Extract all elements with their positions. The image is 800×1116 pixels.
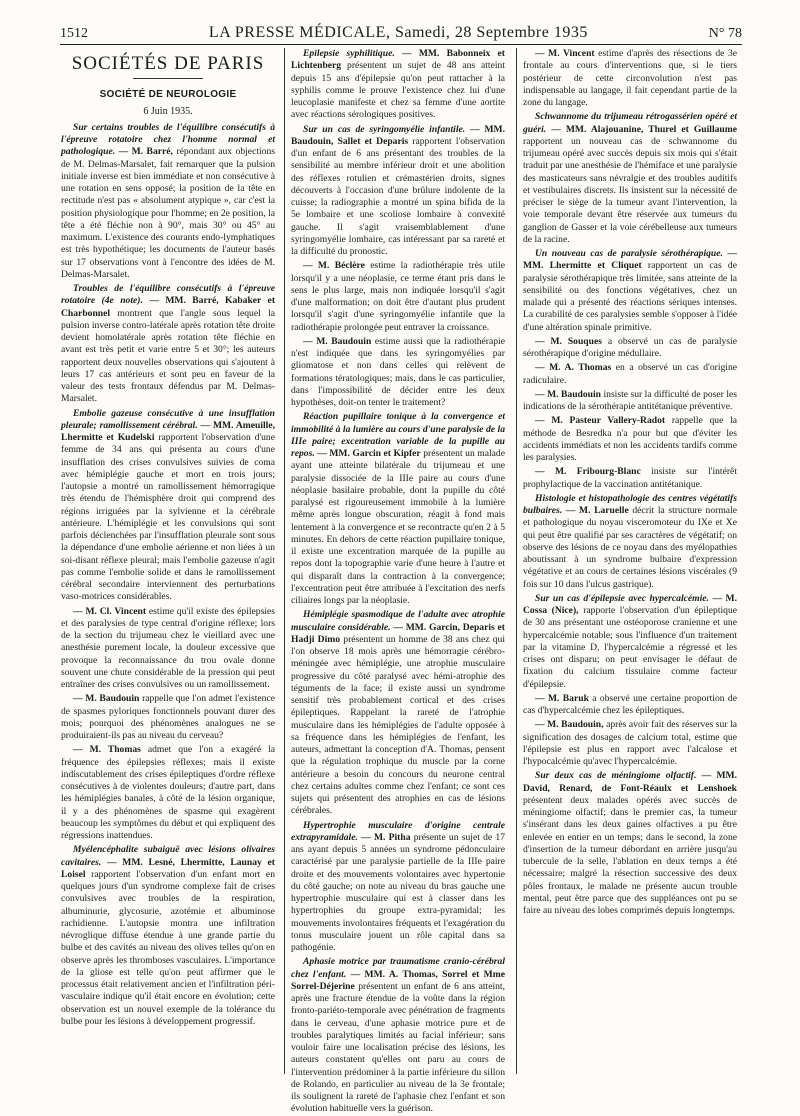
article-title: Embolie gazeuse consécutive à une insufflation pleurale; ramollissement cérébral.: [61, 407, 275, 431]
article-authors: — M. Baruk: [535, 692, 589, 704]
article: [61, 408, 275, 604]
article-text: rapportent un nouveau cas de schwannome du trijumeau opéré avec succès depuis six mois qui s'était traduit par une anesthésie de l'hémiface et une paralysie des masticateurs sans névralgie et des troubles auditifs et vestibulaires discrets. Ils insistent sur la nécessité de préciser le siège de la tumeur avant l'intervention, la voie temporale devant être réservée aux tumeurs du ganglion de Gasser et la voie cérébelleuse aux tumeurs de la racine.: [523, 135, 737, 245]
article-text: en a observé un cas d'origine radiculaire.: [523, 362, 737, 386]
journal-title: LA PRESSE MÉDICALE, Samedi, 28 Septembre 1935: [208, 24, 588, 41]
article-title: Histologie et histopathologie des centres végétatifs bulbaires.: [523, 492, 737, 516]
article-authors: — MM. Barré, Kabaker et Charbonnel: [61, 295, 276, 319]
society-heading: SOCIÉTÉ DE NEUROLOGIE: [99, 89, 237, 101]
article-authors: — MM. Lesné, Lhermitte, Launay et Loisel: [61, 856, 275, 880]
article-authors: — M. Souques: [535, 335, 602, 347]
article-title: Réaction pupillaire tonique à la convergence et immobilité à la lumière au cours d'une paralysie de la IIIe paire; excentration variable de la pupille au repos.: [291, 411, 505, 459]
section-title: SOCIÉTÉS DE PARIS: [71, 53, 265, 74]
session-date: 6 Juin 1935.: [143, 105, 193, 117]
article: [523, 466, 737, 491]
article: [61, 283, 275, 406]
article-text: estime aussi que la radiothérapie n'est indiquée que dans les syringomyélies par gliomatose et non dans celles qui relèvent de formations tératologiques; mais, dans le cas particulier, dans l'impossibilité de décider entre les deux hypothèses, doit-on tenter le traitement?: [291, 335, 505, 408]
article: [523, 719, 737, 768]
article-title: Myélencéphalite subaiguë avec lésions olivaires cavitaires.: [61, 844, 275, 868]
article-text: rappelle que la méthode de Besredka n'a pour but que d'éviter les accidents immédiats et non les accidents tardifs comme les paralysies.: [523, 415, 737, 463]
article-authors: — M. A. Thomas: [535, 362, 612, 374]
article: [291, 336, 505, 410]
article: [291, 956, 505, 1115]
issue-number: N° 78: [708, 26, 742, 41]
article-text: rapportent l'observation d'une femme de 34 ans qui présenta au cours d'une insufflation des crises convulsives suivies de coma avec hémiplégie gauche et mort en trois jours; l'autopsie a montré un ramollissement hémorragique très étendu de l'hémisphère droit qui comprend des régions irriguées par la sylvienne et la cérébrale antérieure. L'hémiplégie et les convulsions qui sont parfois déclenchées par l'insufflation pleurale sont sous la dépendance d'une embolie aérienne et non liées à un soi-disant réflexe pleural; mais l'embolie gazeuse n'agit pas comme l'embolie solide et dans le ramollissement cérébral secondaire interviennent des perturbations vaso-motrices considérables.: [61, 432, 275, 603]
article-text: montrent que l'angle sous lequel la pulsion inverse contro-latérale après rotation tête droite devient homolatérale après rotation tête fléchie en avant est très petit et varie entre 5 et 30°; les auteurs rapportent deux nouvelles observations qui s'ajoutent à leurs 17 cas antérieurs et sont peu en faveur de la valeur des tests frontaux défendus par M. Delmas-Marsalet.: [61, 307, 275, 405]
article: [291, 124, 505, 259]
section-rule: [133, 78, 203, 79]
article-authors: — M. Vincent: [535, 48, 595, 59]
article-text: présentent un sujet de 48 ans atteint depuis 15 ans d'épilepsie qu'on peut rattacher à la syphilis comme le prouve l'existence chez lui d'une leucoplasie manifeste et chez sa femme d'une aortite avec réactions sérologiques positives.: [291, 60, 505, 121]
article: [523, 493, 737, 591]
article-authors: — M. Pitha: [361, 831, 411, 843]
article: [523, 362, 737, 387]
article-authors: — M. Baudouin: [535, 388, 601, 400]
article: [291, 609, 505, 817]
column-2-articles: [291, 48, 505, 1116]
article: [523, 336, 737, 361]
article-text: rapportent l'observation d'un enfant mort en quelques jours d'un syndrome complexe fait de crises convulsives avec troubles de la respiration, albuminurie, glycosurie, azotémie et albuminose rachidienne. L'autopsie montra une infiltration névroglique diffuse étendue à une grande partie du bulbe et des cavités au niveau des olives telles qu'on en observe après les thromboses vasculaires. L'importance de la gliose est telle qu'on peut affirmer que le processus était relativement ancien et l'infiltration péri-vasculaire indique qu'il était encore en évolution; cette observation est un nouvel exemple de la tolérance du bulbe pour les lésions à développement progressif.: [61, 868, 275, 1027]
article: [291, 820, 505, 955]
article-text: a observé une certaine proportion de cas d'hypercalcémie chez les épileptiques.: [523, 692, 737, 716]
article-authors: — M. Barré,: [118, 146, 173, 158]
article-authors: — M. Fribourg-Blanc: [535, 466, 641, 478]
column-3-articles: [523, 48, 737, 917]
article-title: Epilepsie syphilitique.: [303, 48, 395, 59]
article: [291, 260, 505, 334]
article-title: Sur un cas de syringomyélie infantile.: [303, 123, 466, 135]
article-authors: — MM. A. Thomas, Sorrel et Mme Sorrel-Déjerine: [291, 968, 505, 992]
article-text: rappelle que l'on admet l'existence de spasmes pyloriques fonctionnels pouvant durer des mois; pourquoi des phénomènes analogues ne se produiraient-ils pas au niveau du cerveau?: [61, 693, 275, 741]
article-text: a observé un cas de paralysie sérothérapique d'origine médullaire.: [523, 335, 737, 359]
article-text: présente un sujet de 17 ans ayant depuis 5 années un syndrome pédonculaire caractérisé par une paralysie partielle de la IIIe paire droite et des mouvements volontaires avec hypertonie du côté gauche; on note au niveau du bras gauche une hypertrophie musculaire qui est à classer dans les hypertrophies du groupe extra-pyramidal; les mouvements involontaires fréquents et l'exagération du tonus musculaire jouent un rôle capital dans sa pathogénie.: [291, 831, 505, 953]
article-authors: — M. Pasteur Vallery-Radot: [535, 415, 666, 427]
article-authors: — MM. Alajouanine, Thurel et Guillaume: [551, 123, 737, 135]
running-header: [60, 14, 742, 42]
column-divider: [284, 48, 285, 1074]
article: [523, 248, 737, 334]
article-title: Sur deux cas de méningiome olfactif.: [535, 770, 697, 782]
article-authors: — M. Baudouin,: [535, 719, 604, 731]
article-text: répondant aux objections de M. Delmas-Marsalet, fait remarquer que la pulsion initiale inverse est bien immédiate et non consécutive à une rotation en sens opposé; la position de la tête en rectitude n'est pas « absolument atypique », car c'est la position physiologique pour l'homme; en 2e position, la tête a été fléchie non à 90°, mais 30° ou 45° au maximum. L'existence des courants endo-lymphatiques est très hypothétique; les documents de l'auteur basés sur 17 observations vont à l'encontre des idées de M. Delmas-Marsalet.: [61, 146, 275, 280]
article: [523, 389, 737, 414]
article-title: Sur un cas d'épilepsie avec hypercalcémie.: [535, 592, 709, 604]
article: [61, 744, 275, 842]
article: [61, 693, 275, 742]
header-rule: [60, 44, 742, 45]
article-text: présentent un malade ayant une atteinte bilatérale du trijumeau et une paralysie dissociée de la IIIe paire au cours d'une néoplasie basilaire probable, dont la pupille du côté paralysé est rigoureusement immobile à la lumière même après longue obscuration, réagit à fond mais lentement à la convergence et se recontracte qu'en 2 à 5 minutes. En dehors de cette réaction pupillaire tonique, il existe une excentration marquée de la pupille au repos dont la topographie varie d'une heure à l'autre et qui disparaît dans la contraction à la convergence; l'excentration peut être attribuée à l'excitation des nerfs ciliaires longs par la néoplasie.: [291, 448, 505, 606]
article-authors: — M. Baudouin: [303, 335, 372, 347]
article-text: admet que l'on a exagéré la fréquence des épilepsies réflexes; mais il existe indiscutablement des crises épileptiques d'ordre réflexe consécutives à de violentes douleurs; d'autre part, dans les hémiplégies banales, à côté de la lésion organique, il y a des phénomènes de spasme qui exagèrent beaucoup les symptômes du début et qui expliquent des régressions inattendues.: [61, 744, 275, 841]
article-authors: — M. Cl. Vincent: [73, 605, 147, 617]
article-authors: — M. Thomas: [73, 744, 141, 756]
article-authors: — MM. Lhermitte et Cliquet: [523, 248, 737, 272]
column-1-articles: [61, 122, 275, 1028]
article-authors: — MM. Babonneix et Lichtenberg: [291, 48, 505, 72]
article-title: Schwannome du trijumeau rétrogassérien opéré et guéri.: [523, 111, 737, 135]
article: [291, 411, 505, 607]
article-text: insiste sur l'intérêt prophylactique de la vaccination antitétanique.: [523, 466, 737, 490]
article-title: Sur certains troubles de l'équilibre consécutifs à l'épreuve rotatoire chez l'homme normal et pathologique.: [61, 121, 275, 158]
article: [523, 415, 737, 464]
article: [61, 122, 275, 281]
article-text: rapportent un cas de paralysie sérothérapique très limitée, sans atteinte de la sensibilité ou des fonctions végétatives, chez un malade qui a présenté des réactions sériques intenses. La curabilité de ces paralysies semble s'opposer à l'idée d'une altération spinale primitive.: [523, 260, 737, 333]
article-text: après avoir fait des réserves sur la signification des dosages de calcium total, estime que l'épilepsie est plus en rapport avec l'alcalose et l'hypocalcémie qu'avec l'hypercalcémie.: [523, 719, 737, 767]
column-1: [61, 48, 275, 1072]
article-title: Un nouveau cas de paralysie sérothérapique.: [535, 248, 723, 259]
column-divider: [516, 48, 517, 1074]
article-authors: — M. Cossa (Nice),: [523, 592, 737, 616]
article-text: présentent un homme de 38 ans chez qui l'on observe 18 mois après une hémorragie cérébro-méningée avec hémiplégie, une atrophie musculaire progressive du côté paralysé avec hémi-atrophie des téguments de la face; il existe aussi un syndrome sensitif très probablement cortical et des crises épileptiques. Rappelant la rareté de l'atrophie musculaire dans les hémiplégies de l'adulte opposée à sa fréquence dans les hémiplégies de l'enfant, les auteurs, admettant la conception d'A. Thomas, pensent que la régulation trophique du muscle par la corne antérieure a besoin du concours du neurone central chez certains adultes comme chez l'enfant; ce sont ces sujets qui présentent des atrophies en cas de lésions cérébrales.: [291, 633, 505, 817]
article-text: rapporte l'observation d'un épileptique de 30 ans présentant une ostéoporose cranienne et une hypercalcémie notable; sous l'influence d'un traitement par la vitamine D, l'hypercalcémie a régressé et les crises ont disparu; on peut envisager le défaut de fixation du calcium tissulaire comme facteur d'épilepsie.: [523, 605, 737, 690]
article-authors: — M. Baudouin: [73, 693, 140, 705]
article-authors: — M. Béclère: [303, 260, 365, 272]
column-2: [291, 48, 505, 1115]
column-3: [523, 48, 737, 1072]
article: [523, 693, 737, 718]
page-number: 1512: [60, 26, 88, 41]
article-title: Hémiplégie spasmodique de l'adulte avec atrophie musculaire considérable.: [291, 609, 505, 633]
article-authors: — M. Laruelle: [565, 505, 629, 516]
article-title: Hypertrophie musculaire d'origine centrale extrapyramidale.: [291, 819, 505, 843]
article-title: Aphasie motrice par traumatisme cranio-cérébral chez l'enfant.: [291, 956, 505, 980]
article-title: Troubles de l'équilibre consécutifs à l'épreuve rotatoire (4e note).: [61, 283, 275, 307]
article-text: insiste sur la difficulté de poser les indications de la sérothérapie antitétanique préventive.: [523, 388, 737, 412]
article-text: estime qu'il existe des épilepsies et des paralysies de type central d'origine réflexe; lors de la section du trijumeau chez le vieillard avec une anesthésie purement locale, la douleur excessive que provoque la reconnaissance du trou ovale donne souvent une chute considérable de la pression qui peut entraîner des crises convulsives ou un ramollissement.: [61, 605, 275, 690]
article-authors: — MM. Garcin et Kipfer: [317, 448, 421, 459]
article-authors: — MM. Garcin, Deparis et Hadji Dimo: [291, 621, 505, 645]
article: [523, 770, 737, 917]
article: [61, 606, 275, 692]
article-authors: — MM. Ameuille, Lhermitte et Kudelski: [61, 419, 275, 443]
article-authors: — MM. Baudouin, Sallet et Deparis: [291, 123, 505, 147]
article-authors: — MM. David, Renard, de Font-Réaulx et Lenshoek: [523, 770, 737, 794]
article: [523, 48, 737, 109]
article-text: estime la radiothérapie très utile lorsqu'il y a une néoplasie, ce terme étant pris dans le sens le plus large, mais non indiquée lorsqu'il s'agit d'une malformation; on doit être d'autant plus prudent lorsqu'il s'agit d'une syringomyélie infantile que la radiothérapie prolongée peut entraver la croissance.: [291, 260, 505, 333]
article-text: décrit la structure normale et pathologique du noyau visceromoteur du IXe et Xe qui peut être qualifié par ses caractères de végétatif; on observe des lésions de ce noyau dans des myélopathies aboutissant à un syndrome bulbaire d'expression végétative et au cours de certaines lésions viscérales (9 fois sur 10 dans l'ulcus gastrique).: [523, 505, 737, 590]
article: [523, 111, 737, 246]
article: [523, 593, 737, 691]
article: [61, 844, 275, 1028]
article: [291, 48, 505, 122]
article-text: rapportent l'observation d'un enfant de 6 ans présentant des troubles de la sensibilité au membre inférieur droit et une abolition des réflexes rotulien et crémastérien droits, signes découverts à l'occasion d'une brûlure indolente de la cuisse; la radiographie a montré un spina bifida de la 5e lombaire et une scoliose lombaire à convexité gauche. Il s'agit vraisemblablement d'une syringomyélie lombaire, cas intéressant par sa rareté et la difficulté du pronostic.: [291, 135, 505, 257]
article-text: présentent deux malades opérés avec succès de méningiome olfactif; dans le premier cas, la tumeur s'insérant dans les deux gaines olfactives a pu être enlevée en entier en un temps; dans le second, la zone d'insertion de la tumeur débordant en arrière jusqu'au tubercule de la selle, l'ablation en deux temps a été nécessaire; malgré la résection successive des deux pôles frontaux, le malade ne présente aucun trouble mental, peut être parce que des suppléances ont pu se faire au niveau des lobes comprimés depuis longtemps.: [523, 794, 737, 916]
article-text: présentent un enfant de 6 ans atteint, après une fracture étendue de la voûte dans la région fronto-pariéto-temporale avec pénétration de fragments dans le cerveau, d'une aphasie motrice pure et de troubles paralytiques limités au facial inférieur; sans vouloir faire une localisation précise des lésions, les auteurs constatent qu'elles ont paru au cours de l'intervention prédominer à la partie inférieure du sillon de Rolando, en particulier au niveau de la 3e frontale; ils soulignent la rareté de l'aphasie chez l'enfant et son évolution habituelle vers la guérison.: [291, 980, 505, 1115]
article-text: estime d'après des résections de 3e frontale au cours d'interventions que, si le tiers postérieur de cette circonvolution n'est pas indispensable au langage, il fait cependant partie de la zone du langage.: [523, 48, 738, 108]
